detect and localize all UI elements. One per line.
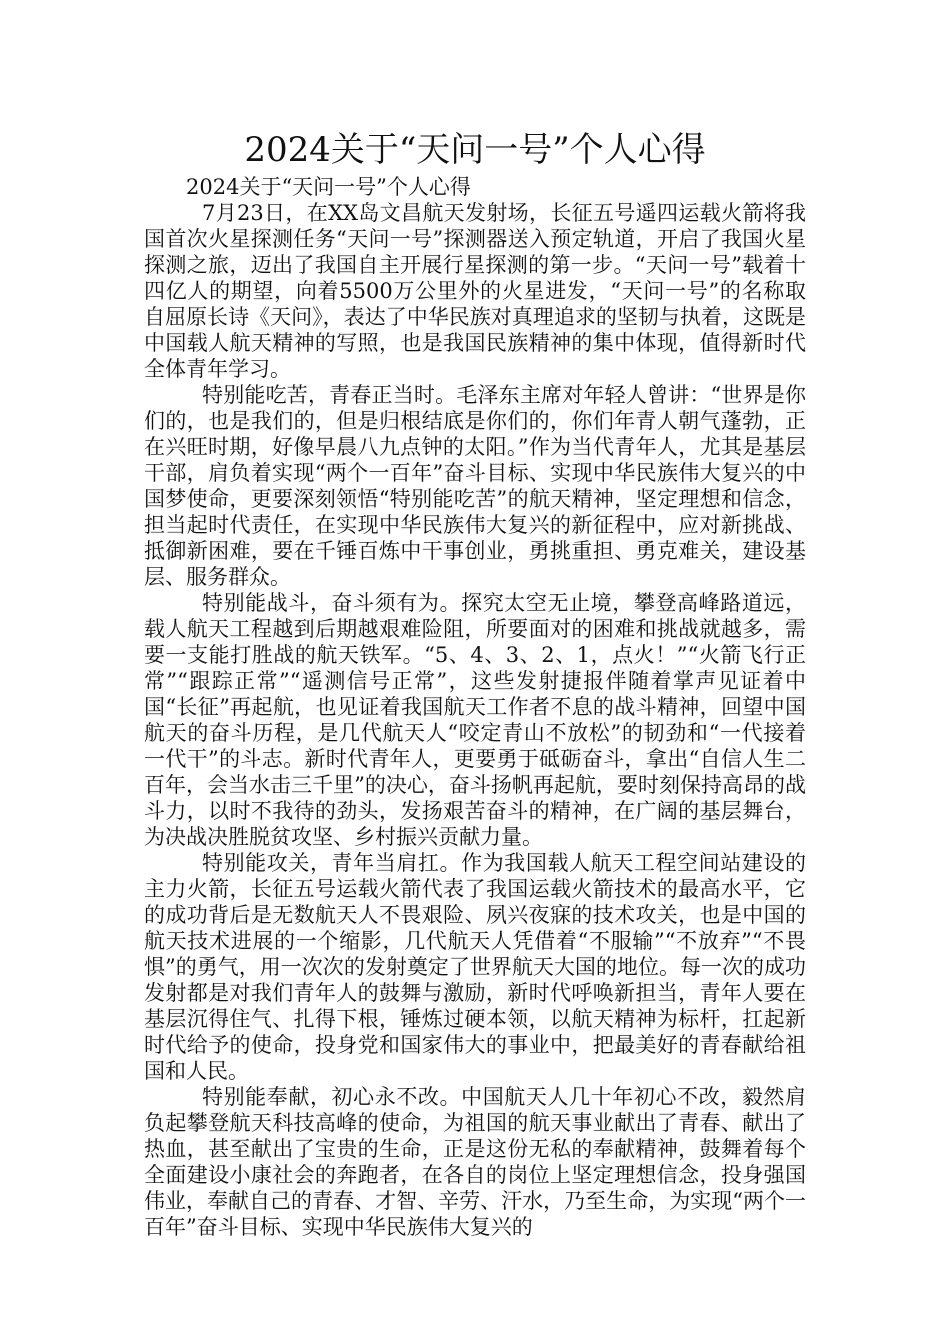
document-subtitle: 2024关于“天问一号”个人心得 <box>186 175 471 199</box>
paragraph-intro: 7月23日，在XX岛文昌航天发射场，长征五号遥四运载火箭将我国首次火星探测任务“天问一号”探测器送入预定轨道，开启了我国火星探测之旅，迈出了我国自主开展行星探测的第一步。“天问一号”载着十四亿人的期望，向着5500万公里外的火星进发，“天问一号”的名称取自屈原长诗《天问》，表达了中华民族对真理追求的坚韧与执着，这既是中国载人航天精神的写照，也是我国民族精神的集中体现，值得新时代全体青年学习。 <box>144 201 806 381</box>
paragraph-hardship: 特别能吃苦，青春正当时。毛泽东主席对年轻人曾讲：“世界是你们的，也是我们的，但是归根结底是你们的，你们年青人朝气蓬勃，正在兴旺时期，好像早晨八九点钟的太阳。”作为当代青年人，尤其是基层干部，肩负着实现“两个一百年”奋斗目标、实现中华民族伟大复兴的中国梦使命，更要深刻领悟“特别能吃苦”的航天精神，坚定理想和信念，担当起时代责任，在实现中华民族伟大复兴的新征程中，应对新挑战、抵御新困难，要在千锤百炼中干事创业，勇挑重担、勇克难关，建设基层、服务群众。 <box>144 383 806 589</box>
document-title: 2024关于“天问一号”个人心得 <box>244 130 706 170</box>
document-body <box>144 174 806 1240</box>
paragraph-breakthrough: 特别能攻关，青年当肩扛。作为我国载人航天工程空间站建设的主力火箭，长征五号运载火箭代表了我国运载火箭技术的最高水平，它的成功背后是无数航天人不畏艰险、夙兴夜寐的技术攻关，也是中国的航天技术进展的一个缩影，几代航天人凭借着“不服输”“不放弃”“不畏惧”的勇气，用一次次的发射奠定了世界航天大国的地位。每一次的成功发射都是对我们青年人的鼓舞与激励，新时代呼唤新担当，青年人要在基层沉得住气、扎得下根，锤炼过硬本领，以航天精神为标杆，扛起新时代给予的使命，投身党和国家伟大的事业中，把最美好的青春献给祖国和人民。 <box>144 851 806 1083</box>
paragraph-combat: 特别能战斗，奋斗须有为。探究太空无止境，攀登高峰路道远，载人航天工程越到后期越艰难险阻，所要面对的困难和挑战就越多，需要一支能打胜战的航天铁军。“5、4、3、2、1，点火！”“火箭飞行正常”“跟踪正常”“遥测信号正常”，这些发射捷报伴随着掌声见证着中国“长征”再起航，也见证着我国航天工作者不息的战斗精神，回望中国航天的奋斗历程，是几代航天人“咬定青山不放松”的韧劲和“一代接着一代干”的斗志。新时代青年人，更要勇于砥砺奋斗，拿出“自信人生二百年，会当水击三千里”的决心，奋斗扬帆再起航，要时刻保持高昂的战斗力，以时不我待的劲头，发扬艰苦奋斗的精神，在广阔的基层舞台，为决战决胜脱贫攻坚、乡村振兴贡献力量。 <box>144 591 806 849</box>
paragraph-dedication: 特别能奉献，初心永不改。中国航天人几十年初心不改，毅然肩负起攀登航天科技高峰的使命，为祖国的航天事业献出了青春、献出了热血，甚至献出了宝贵的生命，正是这份无私的奉献精神，鼓舞着每个全面建设小康社会的奔跑者，在各自的岗位上坚定理想信念，投身强国伟业，奉献自己的青春、才智、辛劳、汗水，乃至生命，为实现“两个一百年”奋斗目标、实现中华民族伟大复兴的 <box>144 1085 806 1239</box>
